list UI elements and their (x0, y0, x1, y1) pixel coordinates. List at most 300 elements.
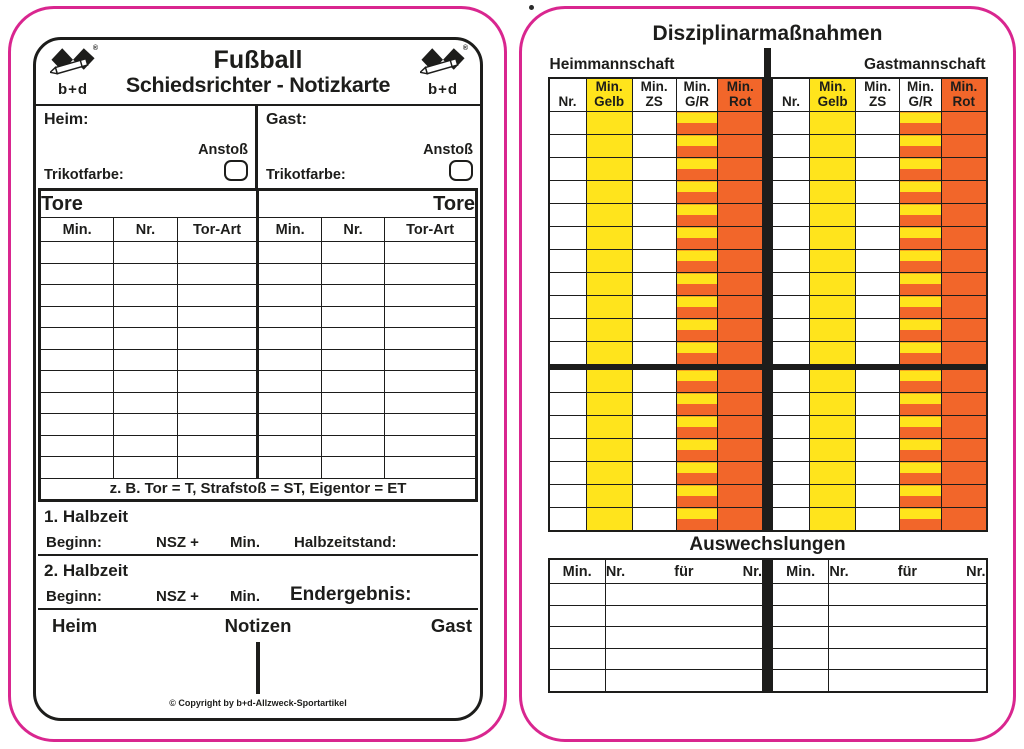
discipline-row (772, 319, 987, 342)
ink-dot (529, 5, 534, 10)
goals-empty-cell (321, 414, 384, 436)
discipline-empty-cell (810, 250, 856, 273)
discipline-row (549, 370, 764, 393)
discipline-empty-cell (549, 439, 587, 462)
subs-wide-header (605, 559, 763, 584)
discipline-empty-cell (632, 319, 676, 342)
goals-empty-cell (177, 371, 258, 393)
goals-row (40, 435, 477, 457)
discipline-empty-cell (586, 296, 632, 319)
discipline-empty-cell (718, 342, 763, 365)
discipline-empty-cell (900, 227, 942, 250)
goals-empty-cell (177, 242, 258, 264)
discipline-empty-cell (549, 250, 587, 273)
substitution-empty-cell (549, 627, 606, 649)
goals-empty-cell (40, 242, 114, 264)
discipline-empty-cell (718, 250, 763, 273)
discipline-header-row (549, 78, 764, 112)
discipline-empty-cell (856, 181, 900, 204)
discipline-empty-cell (772, 485, 810, 508)
halftime-score-label: Halbzeitstand: (294, 533, 397, 551)
jersey-label-guest: Trikotfarbe: (266, 167, 346, 183)
card-title (100, 47, 416, 97)
discipline-empty-cell (632, 485, 676, 508)
discipline-empty-cell (900, 112, 942, 135)
substitution-row (772, 670, 987, 692)
discipline-empty-cell (586, 462, 632, 485)
discipline-empty-cell (718, 393, 763, 416)
discipline-empty-cell (856, 250, 900, 273)
discipline-row (772, 250, 987, 273)
discipline-empty-cell (676, 181, 718, 204)
goals-col-header: Tor-Art (177, 218, 258, 242)
discipline-col-header-gr: Min. G/R (676, 78, 718, 112)
discipline-empty-cell (549, 296, 587, 319)
goals-empty-cell (114, 263, 177, 285)
second-half-row (38, 581, 478, 610)
discipline-row (549, 393, 764, 416)
discipline-empty-cell (718, 462, 763, 485)
goals-empty-cell (177, 306, 258, 328)
discipline-empty-cell (772, 319, 810, 342)
discipline-empty-cell (856, 342, 900, 365)
discipline-empty-cell (856, 204, 900, 227)
notecard-front (33, 37, 483, 721)
registered-mark: ® (92, 45, 98, 52)
goals-empty-cell (40, 349, 114, 371)
discipline-row (549, 181, 764, 204)
discipline-row (772, 508, 987, 532)
discipline-empty-cell (941, 250, 986, 273)
goals-empty-cell (40, 306, 114, 328)
goals-empty-cell (40, 414, 114, 436)
discipline-empty-cell (856, 135, 900, 158)
substitution-row (549, 670, 764, 692)
substitution-empty-cell (772, 670, 829, 692)
discipline-section (548, 49, 988, 693)
discipline-empty-cell (549, 319, 587, 342)
goals-empty-cell (177, 285, 258, 307)
discipline-header-row (772, 78, 987, 112)
discipline-empty-cell (856, 416, 900, 439)
discipline-empty-cell (586, 370, 632, 393)
goals-column-header-row (40, 218, 477, 242)
goals-empty-cell (385, 371, 477, 393)
discipline-empty-cell (586, 508, 632, 532)
goals-row (40, 285, 477, 307)
goals-empty-cell (321, 435, 384, 457)
goals-empty-cell (40, 371, 114, 393)
goals-empty-cell (385, 414, 477, 436)
discipline-empty-cell (810, 319, 856, 342)
subs-nr-header: Nr. (829, 563, 849, 580)
discipline-empty-cell (632, 342, 676, 365)
discipline-empty-cell (941, 370, 986, 393)
discipline-row (549, 250, 764, 273)
discipline-empty-cell (810, 181, 856, 204)
first-half-title: 1. Halbzeit (44, 506, 129, 526)
discipline-empty-cell (632, 158, 676, 181)
substitution-row (772, 648, 987, 670)
goals-empty-cell (258, 328, 321, 350)
discipline-empty-cell (549, 485, 587, 508)
discipline-empty-cell (586, 439, 632, 462)
discipline-empty-cell (718, 158, 763, 181)
goals-empty-cell (385, 435, 477, 457)
discipline-empty-cell (676, 439, 718, 462)
discipline-col-header-rot: Min. Rot (941, 78, 986, 112)
subs-for-header: für (897, 563, 918, 580)
discipline-empty-cell (718, 204, 763, 227)
substitution-empty-cell (605, 648, 763, 670)
discipline-row (772, 135, 987, 158)
goals-empty-cell (258, 414, 321, 436)
substitution-row (549, 584, 764, 606)
goals-footnote-row (40, 478, 477, 500)
goals-empty-cell (40, 263, 114, 285)
discipline-empty-cell (856, 296, 900, 319)
discipline-empty-cell (676, 273, 718, 296)
goals-row (40, 414, 477, 436)
discipline-empty-cell (586, 393, 632, 416)
discipline-empty-cell (856, 227, 900, 250)
bd-logo-icon (420, 47, 466, 81)
goals-footnote: z. B. Tor = T, Strafstoß = ST, Eigentor = ET (40, 478, 477, 500)
discipline-empty-cell (856, 439, 900, 462)
discipline-empty-cell (900, 158, 942, 181)
discipline-col-header-gr: Min. G/R (900, 78, 942, 112)
discipline-empty-cell (900, 508, 942, 532)
kickoff-label-home: Anstoß (198, 142, 248, 158)
goals-empty-cell (258, 349, 321, 371)
discipline-empty-cell (586, 204, 632, 227)
discipline-empty-cell (549, 416, 587, 439)
goals-empty-cell (114, 349, 177, 371)
substitution-empty-cell (829, 648, 987, 670)
goals-empty-cell (258, 435, 321, 457)
substitution-empty-cell (605, 605, 763, 627)
discipline-row (549, 508, 764, 532)
discipline-empty-cell (941, 508, 986, 532)
goals-empty-cell (258, 371, 321, 393)
discipline-empty-cell (900, 393, 942, 416)
discipline-empty-cell (856, 393, 900, 416)
goals-empty-cell (114, 414, 177, 436)
discipline-empty-cell (856, 485, 900, 508)
bd-logo-text: b+d (427, 81, 459, 98)
substitution-empty-cell (829, 627, 987, 649)
home-team-name: Heimmannschaft (549, 56, 675, 73)
goals-empty-cell (385, 457, 477, 479)
goals-header-guest: Tore (258, 190, 477, 218)
discipline-empty-cell (941, 485, 986, 508)
goals-empty-cell (114, 328, 177, 350)
discipline-empty-cell (941, 342, 986, 365)
substitution-empty-cell (605, 584, 763, 606)
discipline-empty-cell (632, 416, 676, 439)
goals-table-wrap (38, 188, 478, 502)
discipline-empty-cell (676, 135, 718, 158)
goals-empty-cell (114, 371, 177, 393)
discipline-empty-cell (676, 462, 718, 485)
discipline-row (772, 204, 987, 227)
goals-empty-cell (258, 242, 321, 264)
substitution-row (549, 627, 764, 649)
discipline-empty-cell (586, 416, 632, 439)
discipline-empty-cell (772, 273, 810, 296)
discipline-empty-cell (632, 439, 676, 462)
discipline-empty-cell (772, 508, 810, 532)
discipline-empty-cell (632, 250, 676, 273)
substitution-empty-cell (549, 670, 606, 692)
goals-empty-cell (177, 349, 258, 371)
discipline-empty-cell (772, 204, 810, 227)
discipline-col-header-nr.: Nr. (549, 78, 587, 112)
discipline-row (549, 227, 764, 250)
discipline-table-guest (771, 77, 988, 532)
discipline-col-header-gelb: Min. Gelb (586, 78, 632, 112)
discipline-row (549, 485, 764, 508)
discipline-empty-cell (676, 227, 718, 250)
discipline-empty-cell (632, 135, 676, 158)
discipline-row (772, 181, 987, 204)
goals-row (40, 306, 477, 328)
discipline-tables (548, 77, 988, 532)
discipline-col-header-nr.: Nr. (772, 78, 810, 112)
discipline-row (549, 112, 764, 135)
discipline-empty-cell (632, 181, 676, 204)
discipline-empty-cell (586, 181, 632, 204)
discipline-row (772, 342, 987, 365)
discipline-empty-cell (586, 485, 632, 508)
discipline-empty-cell (941, 439, 986, 462)
subs-nr-header: Nr. (742, 563, 762, 580)
discipline-empty-cell (632, 508, 676, 532)
goals-empty-cell (40, 392, 114, 414)
min-label: Min. (230, 533, 260, 551)
second-half-title: 2. Halbzeit (44, 560, 129, 580)
goals-col-header: Min. (40, 218, 114, 242)
discipline-empty-cell (772, 342, 810, 365)
goals-col-header: Tor-Art (385, 218, 477, 242)
substitutions-header-row (772, 559, 987, 584)
kickoff-checkbox-guest[interactable] (449, 160, 473, 181)
goals-empty-cell (114, 306, 177, 328)
goals-empty-cell (177, 328, 258, 350)
discipline-row (772, 393, 987, 416)
discipline-empty-cell (900, 250, 942, 273)
discipline-col-header-zs: Min. ZS (632, 78, 676, 112)
discipline-empty-cell (632, 393, 676, 416)
goals-empty-cell (40, 435, 114, 457)
goals-empty-cell (321, 285, 384, 307)
substitution-empty-cell (772, 648, 829, 670)
card-title-line2: Schiedsrichter - Notizkarte (125, 72, 391, 97)
first-half-row (38, 527, 478, 556)
discipline-empty-cell (549, 342, 587, 365)
discipline-empty-cell (718, 296, 763, 319)
goals-empty-cell (321, 263, 384, 285)
goals-header-row (40, 190, 477, 218)
discipline-empty-cell (900, 181, 942, 204)
discipline-empty-cell (900, 319, 942, 342)
discipline-empty-cell (810, 508, 856, 532)
goals-row (40, 371, 477, 393)
substitution-empty-cell (605, 670, 763, 692)
discipline-empty-cell (718, 508, 763, 532)
min-label: Min. (230, 587, 260, 605)
home-label: Heim: (44, 111, 89, 128)
discipline-empty-cell (586, 250, 632, 273)
discipline-empty-cell (810, 370, 856, 393)
discipline-empty-cell (941, 158, 986, 181)
goals-row (40, 392, 477, 414)
final-result-label: Endergebnis: (290, 583, 412, 605)
discipline-empty-cell (810, 485, 856, 508)
goals-empty-cell (114, 285, 177, 307)
discipline-empty-cell (718, 416, 763, 439)
subs-for-header: für (674, 563, 694, 580)
discipline-empty-cell (632, 273, 676, 296)
discipline-empty-cell (632, 296, 676, 319)
discipline-empty-cell (810, 416, 856, 439)
discipline-empty-cell (900, 462, 942, 485)
bd-logo-text: b+d (57, 81, 89, 98)
discipline-empty-cell (549, 227, 587, 250)
discipline-empty-cell (900, 204, 942, 227)
center-divider-line (764, 558, 771, 693)
substitution-row (549, 605, 764, 627)
discipline-empty-cell (772, 135, 810, 158)
goals-empty-cell (177, 435, 258, 457)
subs-wide-header (829, 559, 987, 584)
discipline-empty-cell (549, 181, 587, 204)
left-card-outline (8, 6, 507, 742)
discipline-row (772, 227, 987, 250)
discipline-empty-cell (718, 112, 763, 135)
discipline-empty-cell (632, 227, 676, 250)
discipline-empty-cell (586, 135, 632, 158)
goals-empty-cell (321, 306, 384, 328)
discipline-empty-cell (676, 485, 718, 508)
discipline-empty-cell (941, 319, 986, 342)
card-header (36, 40, 480, 106)
discipline-empty-cell (900, 485, 942, 508)
discipline-empty-cell (810, 158, 856, 181)
home-team-box (36, 106, 258, 188)
goals-row (40, 349, 477, 371)
discipline-empty-cell (772, 439, 810, 462)
substitution-empty-cell (549, 605, 606, 627)
discipline-row (772, 416, 987, 439)
discipline-empty-cell (856, 158, 900, 181)
kickoff-label-guest: Anstoß (423, 142, 473, 158)
discipline-empty-cell (772, 416, 810, 439)
notes-home-label: Heim (52, 614, 98, 636)
goals-empty-cell (321, 392, 384, 414)
substitutions-tables (548, 558, 988, 693)
discipline-empty-cell (941, 416, 986, 439)
goals-empty-cell (114, 242, 177, 264)
notes-guest-label: Gast (430, 614, 472, 636)
discipline-empty-cell (772, 462, 810, 485)
discipline-empty-cell (772, 250, 810, 273)
goals-col-header: Nr. (321, 218, 384, 242)
discipline-empty-cell (900, 416, 942, 439)
goals-empty-cell (321, 349, 384, 371)
substitution-empty-cell (829, 584, 987, 606)
goals-row (40, 328, 477, 350)
discipline-empty-cell (676, 319, 718, 342)
discipline-empty-cell (772, 112, 810, 135)
goals-empty-cell (385, 306, 477, 328)
discipline-row (549, 273, 764, 296)
discipline-row (549, 135, 764, 158)
discipline-empty-cell (632, 204, 676, 227)
discipline-empty-cell (941, 112, 986, 135)
discipline-row (549, 462, 764, 485)
discipline-empty-cell (676, 393, 718, 416)
discipline-empty-cell (676, 416, 718, 439)
nsz-label: NSZ + (156, 587, 199, 605)
discipline-empty-cell (586, 227, 632, 250)
goals-empty-cell (40, 285, 114, 307)
discipline-empty-cell (549, 462, 587, 485)
discipline-row (549, 439, 764, 462)
goals-empty-cell (177, 263, 258, 285)
discipline-empty-cell (676, 204, 718, 227)
discipline-row (772, 296, 987, 319)
discipline-empty-cell (810, 204, 856, 227)
discipline-empty-cell (586, 158, 632, 181)
discipline-row (772, 462, 987, 485)
guest-team-name: Gastmannschaft (864, 56, 986, 73)
discipline-empty-cell (772, 181, 810, 204)
begin-label: Beginn: (46, 587, 102, 605)
substitution-row (772, 627, 987, 649)
discipline-empty-cell (718, 439, 763, 462)
goals-col-header: Min. (258, 218, 321, 242)
discipline-empty-cell (586, 273, 632, 296)
discipline-row (549, 204, 764, 227)
goals-empty-cell (385, 263, 477, 285)
discipline-empty-cell (718, 370, 763, 393)
discipline-empty-cell (810, 462, 856, 485)
discipline-empty-cell (810, 112, 856, 135)
discipline-empty-cell (676, 508, 718, 532)
goals-empty-cell (40, 457, 114, 479)
discipline-empty-cell (941, 393, 986, 416)
begin-label: Beginn: (46, 533, 102, 551)
discipline-empty-cell (676, 112, 718, 135)
substitutions-header-row (549, 559, 764, 584)
discipline-row (549, 342, 764, 365)
substitution-empty-cell (829, 670, 987, 692)
discipline-empty-cell (810, 227, 856, 250)
goals-empty-cell (114, 435, 177, 457)
registered-mark: ® (462, 45, 468, 52)
discipline-empty-cell (810, 393, 856, 416)
discipline-empty-cell (941, 462, 986, 485)
discipline-row (549, 319, 764, 342)
guest-label: Gast: (266, 111, 307, 128)
discipline-empty-cell (632, 112, 676, 135)
substitutions-table-home (548, 558, 765, 693)
discipline-empty-cell (586, 342, 632, 365)
guest-team-box (258, 106, 480, 188)
kickoff-checkbox-home[interactable] (224, 160, 248, 181)
card-title-line1: Fußball (213, 45, 303, 74)
